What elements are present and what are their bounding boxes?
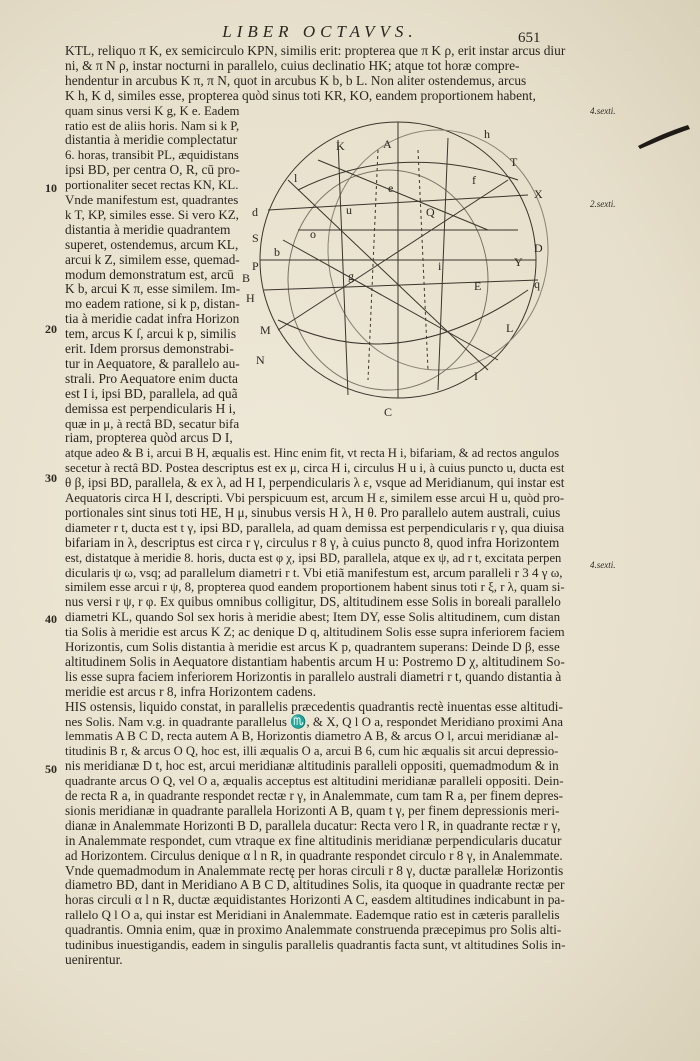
text-line: tia à meridie cadat infra Horizon (65, 311, 240, 327)
diagram-letter: L (506, 321, 514, 335)
diagram-letter: P (252, 259, 259, 273)
diagram-letter: g (348, 269, 354, 283)
diagram-letter: Q (426, 205, 435, 219)
diagram-letter: N (256, 353, 265, 367)
text-line: altitudinem Solis in Aequatore distantiam habentis arcum H u: Postremo D χ, altitudinem So- (65, 653, 565, 669)
text-line: meridie est arcus r 8, infra Horizontem cadens. (65, 683, 316, 699)
text-line: modum demonstratum est, arcū (65, 266, 234, 282)
diagram-letter: I (474, 369, 478, 383)
text-line: portionaliter secet rectas KN, KL. (65, 178, 239, 193)
diagram-letter: M (260, 323, 271, 337)
text-line: demissa est perpendicularis H i, (65, 400, 236, 416)
text-line: hendentur in arcubus K π, π N, quot in arcubus K b, b L. Non aliter ostendemus, arcus (65, 72, 527, 88)
diagram-letter: X (534, 187, 543, 201)
text-line: quæ in μ, à rectâ BD, secatur bifa (65, 415, 240, 431)
text-line: lis esse supra faciem inferiorem Horizontis in parallelo australi diametri r t, quando distantia à (65, 668, 562, 684)
page-number: 651 (518, 30, 541, 46)
text-line: est I i, ipsi BD, parallela, ad quã (65, 385, 238, 401)
text-line: tem, arcus K ſ, arcui k p, similis (65, 326, 237, 342)
text-line: erit. Idem prorsus demonstrabi- (65, 341, 234, 356)
text-line: secetur à rectâ BD. Postea descriptus est ex μ, circa H i, circulus H u i, à cuius puncto u, ducta est (65, 461, 565, 476)
diagram-letter: o (310, 227, 316, 241)
margin-note: 4.sexti. (590, 560, 616, 570)
text-line: atque adeo & B i, arcui B H, æqualis est. Hinc enim fit, vt recta H i, bifariam, & ad rectos angulos (65, 446, 560, 461)
diagram-letter: A (383, 137, 392, 151)
diagram-letter: Y (514, 255, 523, 269)
diagram-letter: i (438, 259, 442, 273)
text-line: Horizontis, cum Solis distantia à meridie est arcus K p, quadrantem superans: Deinde D β, esse (65, 639, 560, 654)
text-line: quadrantis. Omnia enim, quæ in proximo Analemmate construenda præcepimus pro Solis alti- (65, 922, 562, 938)
diagram-letter: h (484, 127, 490, 141)
text-line: strali. Pro Aequatore enim ducta (65, 370, 238, 386)
diagram-letter: H (246, 291, 255, 305)
text-line: in Analemmate respondet, cum vtraque ex fine altitudinis meridianæ perpendicularis ducatur (65, 832, 562, 848)
text-line: dicularis ψ ω, vsq; ad parallelum diametri r t. Vbi etiã manifestum est, arcum paralleli r 3 4 γ ω, (65, 564, 563, 580)
margin-line-number: 50 (45, 762, 57, 776)
text-line: diameter r t, ducta est t γ, ipsi BD, parallela, ad quam demissa est perpendicularis r γ, qua diuisa (65, 519, 565, 535)
text-line: bifariam in λ, descriptus est circa r γ, circulus r 8 γ, à cuius puncto 8, quod infra Horizontem (65, 534, 560, 550)
text-line: riam, propterea quòd arcus D I, (65, 430, 233, 446)
text-line: de recta R a, in quadrante respondet rectæ r γ, in Analemmate, cum tam R a, per finem depres- (65, 788, 563, 803)
text-line: diametri KL, quando Sol sex horis à meridie abest; Item DY, esse Solis altitudinem, cum distan (65, 609, 561, 625)
text-line: nis meridianæ D t, hoc est, arcui meridianæ altitudinis paralleli oppositi, quemadmodum & in (65, 758, 559, 774)
text-line: ad Horizontem. Circulus denique α l n R, in quadrante respondet circulo r 8 γ, in Analemmate. (65, 847, 563, 863)
diagram-letter: d (252, 205, 258, 219)
text-line: θ β, ipsi BD, parallela, & ex λ, ad H I, perpendicularis λ ε, vsque ad Meridianum, qui instar est (65, 475, 565, 491)
text-line: tudinibus inuestigandis, eadem in singulis parallelis quadrantis facta sunt, vt altitudines Solis in- (65, 937, 566, 952)
text-line: k T, KP, similes esse. Si vero KZ, (65, 206, 239, 222)
diagram-letter: D (534, 241, 543, 255)
diagram-letter: K (336, 139, 345, 153)
text-line: dianæ in Analemmate Horizonti B D, parallela ducatur: Recta vero l R, in quadrante rectæ r γ, (65, 817, 561, 833)
text-line: titudinis B r, & arcus O Q, hoc est, illi æqualis O a, arcui B 6, cum hic æqualis sit arcui depressio- (65, 744, 559, 759)
text-line: nes Solis. Nam v.g. in quadrante parallelus ♏, & X, Q l O a, respondet Meridiano proximi Ana (65, 713, 564, 729)
text-line: Vnde quemadmodum in Analemmate rectę per horas circuli r 8 γ, ductæ parallelæ Horizontis (65, 862, 564, 878)
text-line: nus versi r ψ, r φ. Ex quibus omnibus colligitur, DS, altitudinem esse Solis in boreali parallelo (65, 594, 561, 610)
running-title: LIBER OCTAVVS. (222, 22, 418, 41)
margin-note: 4.sexti. (590, 106, 616, 116)
text-line: rallelo Q l O a, qui instar est Meridiani in Analemmate. Eademque ratio est in cæteris parallelis (65, 907, 560, 923)
diagram-letter: S (252, 231, 259, 245)
text-line: lemmatis A B C D, recta autem A B, Horizontis diametro A B, & arcus O l, arcui meridianæ al- (65, 728, 559, 744)
diagram-letter: B (242, 271, 251, 285)
text-line: distantia à meridie complectatur (65, 132, 238, 148)
text-line: quadrante arcus O Q, vel O a, æqualis acceptus est altitudini meridianæ paralleli oppositi. Dein- (65, 773, 564, 789)
text-line: K h, K d, similes esse, propterea quòd sinus toti KR, KO, eandem proportionem habent, (65, 87, 536, 103)
margin-line-number: 30 (45, 471, 57, 485)
text-line: mo eadem ratione, si k p, distan- (65, 296, 240, 312)
text-line: Vnde manifestum est, quadrantes (65, 192, 239, 207)
text-line: portionales sint sinus toti HE, H μ, sinubus versis H λ, H θ. Pro parallelo autem australi, cuius (65, 504, 561, 520)
text-line: uenirentur. (65, 951, 123, 967)
diagram-letter: E (474, 279, 482, 293)
text-line: ni, & π N ρ, instar nocturni in parallelo, cuius declinatio HK; atque tot horæ compre- (65, 57, 520, 73)
text-line: K b, arcui K π, esse similem. Im- (65, 281, 241, 297)
text-line: distantia à meridie quadrantem (65, 221, 231, 237)
diagram-letter: T (510, 155, 518, 169)
analemma-diagram (238, 120, 583, 432)
diagram-letter: b (274, 245, 280, 259)
diagram-letter: l (294, 171, 298, 185)
text-line: arcui k Z, similem esse, quemad- (65, 251, 240, 267)
text-line: est, distatque à meridie 8. horis, ducta est φ χ, ipsi BD, parallela, atque ex ψ, ad r t, excitata perpen (65, 550, 562, 565)
text-line: Aequatoris circa H I, descripti. Vbi perspicuum est, arcum H ε, similem esse arcui H u, quòd pro- (65, 491, 565, 505)
text-line: diametro BD, dant in Meridiano A B C D, altitudines Solis, ita quoque in quadrante rectæ per (65, 877, 565, 893)
margin-line-number: 20 (45, 322, 57, 336)
margin-line-number: 40 (45, 612, 57, 626)
diagram-letter: C (384, 405, 393, 419)
text-line: superet, ostendemus, arcum KL, (65, 236, 239, 252)
text-line: ratio est de aliis horis. Nam si k P, (65, 118, 240, 133)
text-line: 6. horas, transibit PL, æquidistans (65, 148, 239, 163)
text-line: horas circuli α l n R, ductæ æquidistantes Horizonti A C, easdem altitudines indicabunt in pa- (65, 892, 565, 908)
diagram-letter: q (534, 277, 540, 291)
ink-mark (636, 122, 692, 150)
text-line: tur in Aequatore, & parallelo au- (65, 355, 240, 371)
text-line: ipsi BD, per centra O, R, cū pro- (65, 162, 240, 178)
text-line: quam sinus versi K g, K e. Eadem (65, 103, 240, 118)
text-line: KTL, reliquo π K, ex semicirculo KPN, similis erit: propterea que π K ρ, erit instar arcus diur (65, 43, 566, 58)
text-line: HIS ostensis, liquido constat, in parallelis præcedentis quadrantis rectè inuentas esse altitudi- (65, 698, 563, 714)
text-line: similem esse arcui r ψ, 8, propterea quod eandem proportionem habent sinus toti r ξ, r λ, quam si- (65, 580, 565, 595)
diagram-letter: e (388, 181, 394, 195)
text-line: tia Solis à meridie est arcus K Z; ac denique D q, altitudinem Solis esse supra inferiorem faciem (65, 624, 565, 640)
diagram-letter: u (346, 203, 352, 217)
margin-note: 2.sexti. (590, 199, 616, 209)
diagram-letter: f (472, 173, 476, 187)
margin-line-number: 10 (45, 181, 57, 195)
text-line: sionis meridianæ in quadrante parallela Horizonti A B, quam t γ, per finem depressionis meri- (65, 802, 560, 818)
